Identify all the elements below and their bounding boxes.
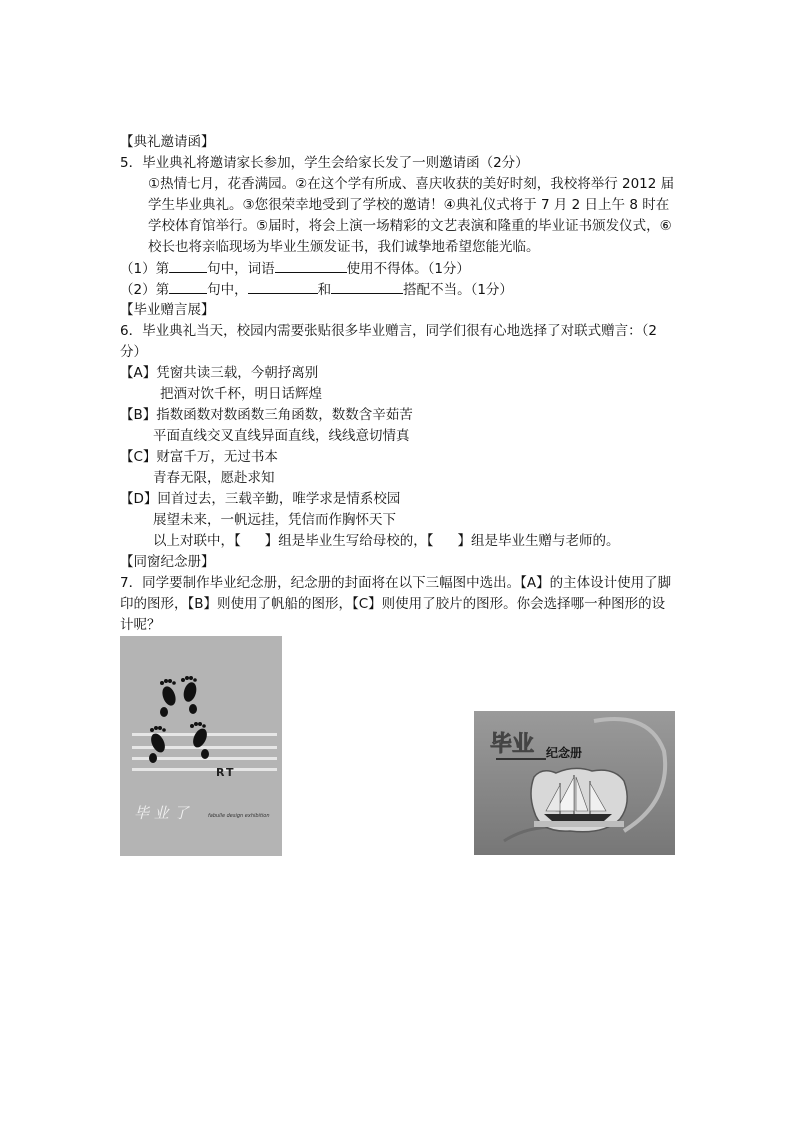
couplet-c-line2: 青春无限，愿赴求知 [153,470,275,486]
answer-blank[interactable] [169,279,207,294]
sailboat-illustration [474,711,675,855]
answer-blank[interactable] [331,279,403,294]
question-5-stem: 5．毕业典礼将邀请家长参加，学生会给家长发了一则邀请函（2分） [120,155,529,171]
question-5-sub2: （2）第 句中， 和 搭配不当。（1分） [120,279,676,300]
answer-blank[interactable] [275,258,347,273]
question-5-passage: ①热情七月，花香满园。②在这个学有所成、喜庆收获的美好时刻，我校将举行 2012 届学生毕业典礼。③您很荣幸地受到了学校的邀请！④典礼仪式将于 7 月 2 日上午 8 时在学校体育馆举行。⑤届时，将会上演一场精彩的文艺表演和隆重的毕业证书颁发仪式，⑥校长也将亲临现场为毕业生颁发证书，我们诚挚地希望您能光临。 [148,176,675,255]
cover-a-letters: RT [216,766,236,779]
question-6-stem: 6．毕业典礼当天，校园内需要张贴很多毕业赠言，同学们很有心地选择了对联式赠言：（2分） [120,323,657,360]
couplet-b-line1: 【B】指数函数对数函数三角函数，数数含辛茹苦 [120,407,413,423]
couplet-a-line1: 【A】凭窗共读三载，今朝抒离别 [120,365,319,381]
cover-a-subcaption: fabulle design exhibition [208,813,270,819]
couplet-c-line1: 【C】财富千万，无过书本 [120,449,278,465]
couplet-b-line2: 平面直线交叉直线异面直线，线线意切情真 [153,428,410,444]
question-6-answer-line: 以上对联中，【 】组是毕业生写给母校的，【 】组是毕业生赠与老师的。 [153,533,620,549]
question-5-sub1: （1）第 句中，词语 使用不得体。（1分） [120,258,676,279]
question-7-stem: 7．同学要制作毕业纪念册，纪念册的封面将在以下三幅图中选出。【A】的主体设计使用了脚印的图形，【B】则使用了帆船的图形，【C】则使用了胶片的图形。你会选择哪一种图形的设计呢？ [120,575,672,633]
section-heading-gift: 【毕业赠言展】 [120,302,215,318]
cover-c-subtitle: 纪念册 [546,746,583,760]
section-heading-album: 【同窗纪念册】 [120,554,215,570]
cover-a-caption: 毕 业 了 [134,804,189,822]
cover-design-footprints [120,636,282,856]
cover-c-title: 毕业 [490,732,535,757]
exam-page [120,132,676,636]
answer-blank[interactable] [169,258,207,273]
couplet-d-line2: 展望未来，一帆远挂，凭信而作胸怀天下 [153,512,396,528]
answer-blank[interactable] [248,279,318,294]
couplet-a-line2: 把酒对饮千杯，明日话辉煌 [160,386,322,402]
couplet-d-line1: 【D】回首过去，三载辛勤，唯学求是情系校园 [120,491,401,507]
section-heading-invite: 【典礼邀请函】 [120,134,215,150]
footprints-illustration [120,636,282,856]
cover-design-sailboat [474,711,675,855]
